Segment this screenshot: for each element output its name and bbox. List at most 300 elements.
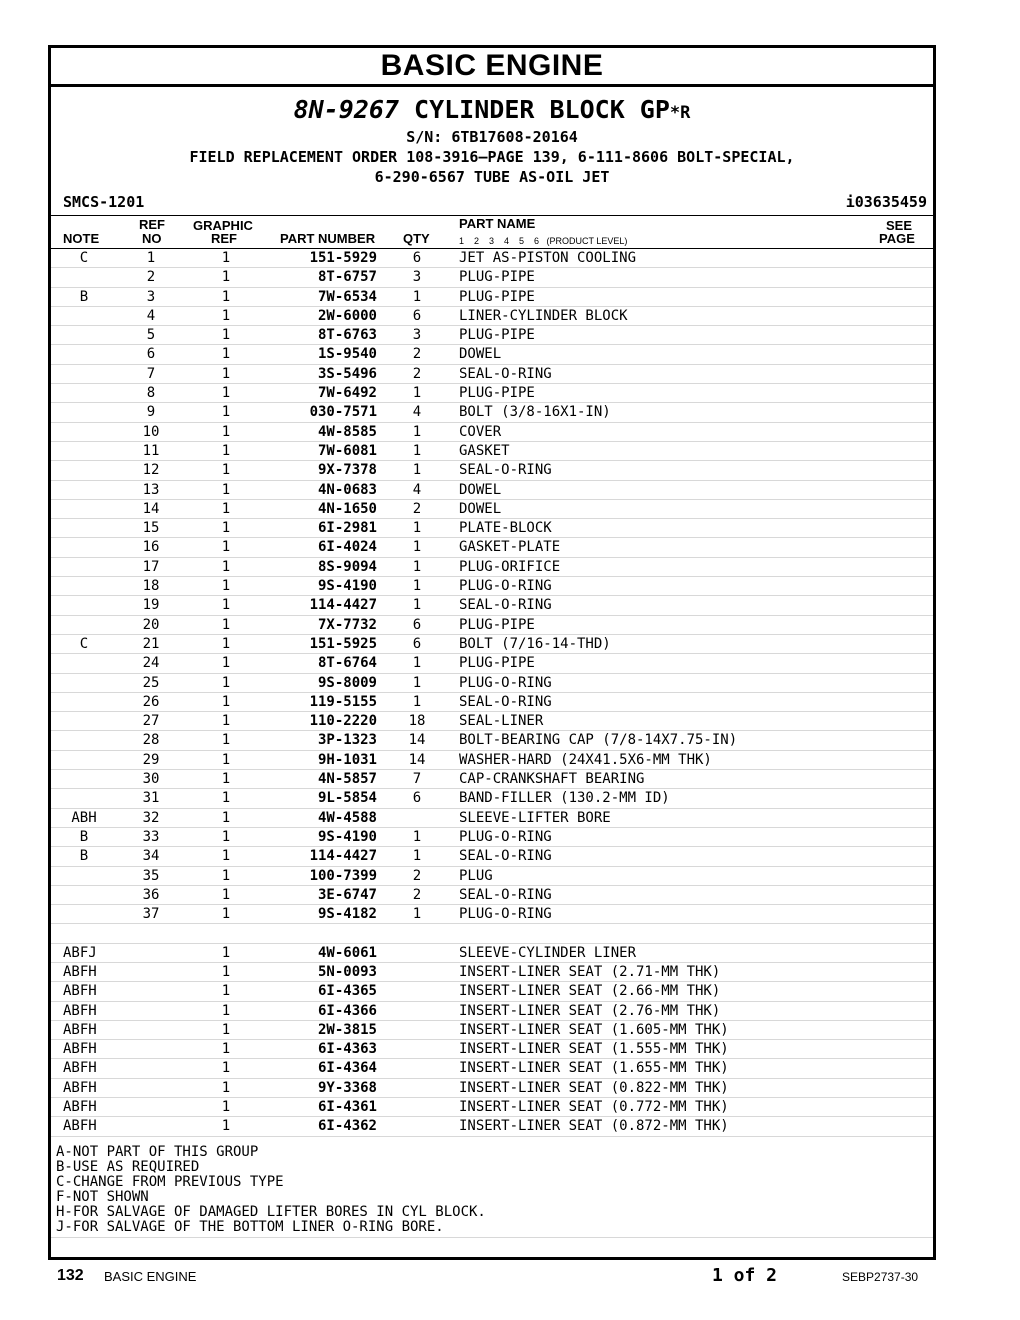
part-number-cell[interactable]: 9S-4190 xyxy=(317,578,377,595)
ref-no-cell: 17 xyxy=(142,558,160,575)
page-of: 1 of 2 xyxy=(712,1265,778,1286)
part-number-cell[interactable]: 3E-6747 xyxy=(317,886,377,903)
table-row xyxy=(51,789,933,808)
part-name-cell: INSERT-LINER SEAT (1.555-MM THK) xyxy=(459,1041,729,1058)
qty-cell: 1 xyxy=(412,288,422,305)
table-row xyxy=(51,635,933,654)
graphic-ref-cell: 1 xyxy=(221,307,231,324)
part-number-cell[interactable]: 6I-4361 xyxy=(317,1099,377,1116)
part-number-cell[interactable]: 6I-4366 xyxy=(317,1002,377,1019)
graphic-ref-cell: 1 xyxy=(221,442,231,459)
table-row xyxy=(51,519,933,538)
table-row xyxy=(51,442,933,461)
page-frame xyxy=(48,45,936,1260)
table-row xyxy=(51,384,933,403)
part-name-cell: PLUG-PIPE xyxy=(459,327,535,344)
qty-cell: 2 xyxy=(412,500,422,517)
graphic-ref-cell: 1 xyxy=(221,693,231,710)
table-row xyxy=(51,268,933,287)
part-number-cell[interactable]: 6I-4365 xyxy=(317,983,377,1000)
col-part-name: PART NAME xyxy=(459,216,536,231)
graphic-ref-cell: 1 xyxy=(221,867,231,884)
ref-no-cell: 24 xyxy=(142,655,160,672)
col-see: SEE xyxy=(886,218,913,233)
part-name-cell: INSERT-LINER SEAT (2.66-MM THK) xyxy=(459,983,721,1000)
table-row xyxy=(51,886,933,905)
graphic-ref-cell: 1 xyxy=(221,655,231,672)
optional-parts-list xyxy=(51,944,933,1137)
ref-no-cell: 2 xyxy=(146,269,156,286)
group-suffix: *R xyxy=(669,103,691,123)
doc-number: SEBP2737-30 xyxy=(842,1270,919,1284)
note-cell: ABFH xyxy=(63,1002,97,1019)
col-no: NO xyxy=(142,231,162,246)
graphic-ref-cell: 1 xyxy=(221,578,231,595)
qty-cell: 1 xyxy=(412,674,422,691)
smcs-code: SMCS-1201 xyxy=(63,193,145,211)
qty-cell: 1 xyxy=(412,655,422,672)
note-cell: B xyxy=(79,848,89,865)
field-replacement-line-1: FIELD REPLACEMENT ORDER 108-3916—PAGE 139, 6-111-8606 BOLT-SPECIAL, xyxy=(189,148,795,166)
note-cell: ABFH xyxy=(63,963,97,980)
ref-no-cell: 27 xyxy=(142,713,160,730)
ref-no-cell: 33 xyxy=(142,828,160,845)
part-number-cell[interactable]: 6I-2981 xyxy=(317,520,377,537)
ref-no-cell: 10 xyxy=(142,423,160,440)
part-number-cell[interactable]: 5N-0093 xyxy=(317,963,377,980)
part-number-cell[interactable]: 100-7399 xyxy=(309,867,377,884)
qty-cell: 3 xyxy=(412,327,422,344)
note-cell: B xyxy=(79,288,89,305)
qty-cell: 1 xyxy=(412,597,422,614)
table-row xyxy=(51,558,933,577)
graphic-ref-cell: 1 xyxy=(221,732,231,749)
graphic-ref-cell: 1 xyxy=(221,713,231,730)
note-cell: ABFH xyxy=(63,1021,97,1038)
graphic-ref-cell: 1 xyxy=(221,462,231,479)
note-cell: ABFH xyxy=(63,1060,97,1077)
table-row xyxy=(51,1021,933,1040)
part-number-cell[interactable]: 3P-1323 xyxy=(317,732,377,749)
part-number-cell[interactable]: 6I-4363 xyxy=(317,1041,377,1058)
note-line: J-FOR SALVAGE OF THE BOTTOM LINER O-RING BORE. xyxy=(56,1218,444,1235)
ref-no-cell: 30 xyxy=(142,771,160,788)
graphic-ref-cell: 1 xyxy=(221,327,231,344)
graphic-ref-cell: 1 xyxy=(221,558,231,575)
col-graphic: GRAPHIC xyxy=(193,218,253,233)
page-number: 132 xyxy=(57,1267,84,1284)
ref-no-cell: 34 xyxy=(142,848,160,865)
graphic-ref-cell: 1 xyxy=(221,1002,231,1019)
group-part-number[interactable]: 8N-9267 xyxy=(293,95,399,124)
graphic-ref-cell: 1 xyxy=(221,1041,231,1058)
qty-cell: 4 xyxy=(412,481,422,498)
qty-cell: 6 xyxy=(412,635,422,652)
table-row xyxy=(51,500,933,519)
graphic-ref-cell: 1 xyxy=(221,944,231,961)
part-number-cell[interactable]: 2W-6000 xyxy=(317,307,377,324)
part-name-cell: PLUG-O-RING xyxy=(459,828,552,845)
table-row xyxy=(51,693,933,712)
part-number-cell[interactable]: 7W-6534 xyxy=(317,288,377,305)
part-name-cell: BOLT (3/8-16X1-IN) xyxy=(459,404,611,421)
part-number-cell[interactable]: 7W-6492 xyxy=(317,385,377,402)
graphic-ref-cell: 1 xyxy=(221,404,231,421)
graphic-ref-cell: 1 xyxy=(221,790,231,807)
ref-no-cell: 25 xyxy=(142,674,160,691)
part-number-cell[interactable]: 030-7571 xyxy=(309,404,377,421)
ref-no-cell: 28 xyxy=(142,732,160,749)
note-cell: ABH xyxy=(71,809,97,826)
graphic-ref-cell: 1 xyxy=(221,250,231,266)
part-name-cell: BOLT (7/16-14-THD) xyxy=(459,635,611,652)
note-cell: ABFH xyxy=(63,1079,97,1096)
graphic-ref-cell: 1 xyxy=(221,423,231,440)
part-number-cell[interactable]: 9L-5854 xyxy=(317,790,377,807)
table-row xyxy=(51,1117,933,1136)
table-row xyxy=(51,905,933,924)
part-name-cell: DOWEL xyxy=(459,346,502,363)
ref-no-cell: 15 xyxy=(142,520,160,537)
ref-no-cell: 16 xyxy=(142,539,160,556)
smcs-row xyxy=(51,193,933,216)
note-cell: ABFH xyxy=(63,983,97,1000)
graphic-ref-cell: 1 xyxy=(221,597,231,614)
title-band xyxy=(51,48,933,87)
qty-cell: 1 xyxy=(412,423,422,440)
table-row xyxy=(51,577,933,596)
graphic-ref-cell: 1 xyxy=(221,1118,231,1135)
qty-cell: 1 xyxy=(412,578,422,595)
col-graphic-ref: REF xyxy=(211,231,237,246)
graphic-ref-cell: 1 xyxy=(221,848,231,865)
note-cell: ABFH xyxy=(63,1041,97,1058)
qty-cell: 2 xyxy=(412,886,422,903)
part-number-cell[interactable]: 110-2220 xyxy=(309,713,377,730)
qty-cell: 1 xyxy=(412,385,422,402)
qty-cell: 2 xyxy=(412,346,422,363)
note-cell: ABFH xyxy=(63,1118,97,1135)
graphic-ref-cell: 1 xyxy=(221,635,231,652)
graphic-ref-cell: 1 xyxy=(221,269,231,286)
note-cell: C xyxy=(79,635,89,652)
part-name-cell: DOWEL xyxy=(459,500,502,517)
table-row xyxy=(51,423,933,442)
part-number-cell[interactable]: 4N-5857 xyxy=(317,771,377,788)
table-row xyxy=(51,712,933,731)
part-name-cell: DOWEL xyxy=(459,481,502,498)
page-footer xyxy=(0,1265,1020,1289)
qty-cell: 6 xyxy=(412,250,422,266)
ref-no-cell: 26 xyxy=(142,693,160,710)
qty-cell: 1 xyxy=(412,558,422,575)
graphic-ref-cell: 1 xyxy=(221,886,231,903)
part-number-cell[interactable]: 9Y-3368 xyxy=(317,1079,377,1096)
part-name-cell: BOLT-BEARING CAP (7/8-14X7.75-IN) xyxy=(459,732,738,749)
ref-no-cell: 11 xyxy=(142,442,160,459)
part-number-cell[interactable]: 4W-4588 xyxy=(317,809,377,826)
ref-no-cell: 6 xyxy=(146,346,156,363)
part-number-cell[interactable]: 9S-4190 xyxy=(317,828,377,845)
qty-cell: 1 xyxy=(412,442,422,459)
table-row xyxy=(51,1002,933,1021)
illustration-id: i03635459 xyxy=(845,193,927,211)
part-number-cell[interactable]: 9S-4182 xyxy=(317,906,377,923)
part-name-cell: SEAL-LINER xyxy=(459,713,544,730)
part-number-cell[interactable]: 8T-6757 xyxy=(317,269,377,286)
table-row xyxy=(51,403,933,422)
ref-no-cell: 1 xyxy=(146,250,156,266)
col-note: NOTE xyxy=(63,231,100,246)
part-number-cell[interactable]: 8T-6764 xyxy=(317,655,377,672)
part-number-cell[interactable]: 4N-0683 xyxy=(317,481,377,498)
graphic-ref-cell: 1 xyxy=(221,616,231,633)
table-row xyxy=(51,982,933,1001)
qty-cell: 6 xyxy=(412,790,422,807)
qty-cell: 1 xyxy=(412,828,422,845)
qty-cell: 7 xyxy=(412,771,422,788)
qty-cell: 14 xyxy=(408,751,426,768)
col-page: PAGE xyxy=(879,231,915,246)
part-number-cell[interactable]: 114-4427 xyxy=(309,848,377,865)
col-product-level: 1 2 3 4 5 6 (PRODUCT LEVEL) xyxy=(459,236,628,246)
table-row xyxy=(51,751,933,770)
page-title: BASIC ENGINE xyxy=(380,49,604,82)
col-part-number: PART NUMBER xyxy=(280,231,376,246)
part-name-cell: PLUG-PIPE xyxy=(459,269,535,286)
graphic-ref-cell: 1 xyxy=(221,1060,231,1077)
part-number-cell[interactable]: 151-5925 xyxy=(309,635,377,652)
part-name-cell: CAP-CRANKSHAFT BEARING xyxy=(459,771,645,788)
field-replacement-line-2: 6-290-6567 TUBE AS-OIL JET xyxy=(374,168,610,186)
table-row xyxy=(51,654,933,673)
graphic-ref-cell: 1 xyxy=(221,906,231,923)
graphic-ref-cell: 1 xyxy=(221,385,231,402)
ref-no-cell: 36 xyxy=(142,886,160,903)
part-name-cell: PLUG-ORIFICE xyxy=(459,558,561,575)
part-number-cell[interactable]: 6I-4364 xyxy=(317,1060,377,1077)
part-number-cell[interactable]: 4W-8585 xyxy=(317,423,377,440)
part-name-cell: GASKET xyxy=(459,442,510,459)
part-name-cell: SEAL-O-RING xyxy=(459,365,552,382)
part-name-cell: INSERT-LINER SEAT (2.71-MM THK) xyxy=(459,963,721,980)
ref-no-cell: 29 xyxy=(142,751,160,768)
part-name-cell: SEAL-O-RING xyxy=(459,886,552,903)
ref-no-cell: 21 xyxy=(142,635,160,652)
table-row xyxy=(51,481,933,500)
part-number-cell[interactable]: 6I-4362 xyxy=(317,1118,377,1135)
ref-no-cell: 3 xyxy=(146,288,156,305)
graphic-ref-cell: 1 xyxy=(221,520,231,537)
qty-cell: 1 xyxy=(412,848,422,865)
footer-section: BASIC ENGINE xyxy=(104,1269,197,1284)
col-qty: QTY xyxy=(403,231,430,246)
part-name-cell: SLEEVE-LIFTER BORE xyxy=(459,809,611,826)
table-row xyxy=(51,1059,933,1078)
qty-cell: 1 xyxy=(412,462,422,479)
note-line: C-CHANGE FROM PREVIOUS TYPE xyxy=(56,1173,284,1190)
qty-cell: 14 xyxy=(408,732,426,749)
part-name-cell: PLUG-PIPE xyxy=(459,288,535,305)
part-name-cell: INSERT-LINER SEAT (0.822-MM THK) xyxy=(459,1079,729,1096)
qty-cell: 1 xyxy=(412,693,422,710)
part-name-cell: PLUG-O-RING xyxy=(459,674,552,691)
table-row xyxy=(51,1079,933,1098)
graphic-ref-cell: 1 xyxy=(221,674,231,691)
graphic-ref-cell: 1 xyxy=(221,288,231,305)
part-name-cell: SEAL-O-RING xyxy=(459,848,552,865)
table-row xyxy=(51,307,933,326)
table-row xyxy=(51,538,933,557)
ref-no-cell: 8 xyxy=(146,385,156,402)
part-name-cell: INSERT-LINER SEAT (0.872-MM THK) xyxy=(459,1118,729,1135)
parts-list xyxy=(51,249,933,924)
graphic-ref-cell: 1 xyxy=(221,1079,231,1096)
table-row xyxy=(51,1098,933,1117)
graphic-ref-cell: 1 xyxy=(221,539,231,556)
table-row xyxy=(51,809,933,828)
ref-no-cell: 37 xyxy=(142,906,160,923)
group-name: CYLINDER BLOCK GP xyxy=(414,95,670,124)
part-name-cell: SEAL-O-RING xyxy=(459,597,552,614)
ref-no-cell: 20 xyxy=(142,616,160,633)
note-line: B-USE AS REQUIRED xyxy=(56,1158,200,1175)
part-number-cell[interactable]: 9H-1031 xyxy=(317,751,377,768)
ref-no-cell: 12 xyxy=(142,462,160,479)
part-name-cell: INSERT-LINER SEAT (0.772-MM THK) xyxy=(459,1099,729,1116)
table-row xyxy=(51,770,933,789)
part-number-cell[interactable]: 9X-7378 xyxy=(317,462,377,479)
note-line: F-NOT SHOWN xyxy=(56,1188,149,1205)
ref-no-cell: 13 xyxy=(142,481,160,498)
ref-no-cell: 7 xyxy=(146,365,156,382)
ref-no-cell: 32 xyxy=(142,809,160,826)
part-name-cell: WASHER-HARD (24X41.5X6-MM THK) xyxy=(459,751,712,768)
qty-cell: 6 xyxy=(412,616,422,633)
ref-no-cell: 9 xyxy=(146,404,156,421)
qty-cell: 6 xyxy=(412,307,422,324)
spacer-row xyxy=(51,924,933,943)
part-name-cell: PLUG-PIPE xyxy=(459,655,535,672)
part-name-cell: PLUG-PIPE xyxy=(459,616,535,633)
graphic-ref-cell: 1 xyxy=(221,1099,231,1116)
table-row xyxy=(51,1040,933,1059)
table-row xyxy=(51,345,933,364)
part-number-cell[interactable]: 119-5155 xyxy=(309,693,377,710)
graphic-ref-cell: 1 xyxy=(221,751,231,768)
qty-cell: 18 xyxy=(408,713,426,730)
part-number-cell[interactable]: 1S-9540 xyxy=(317,346,377,363)
table-row xyxy=(51,944,933,963)
part-number-cell[interactable]: 9S-8009 xyxy=(317,674,377,691)
notes-block xyxy=(51,1137,933,1238)
table-row xyxy=(51,249,933,268)
ref-no-cell: 4 xyxy=(146,307,156,324)
col-ref: REF xyxy=(139,217,165,232)
note-cell: ABFH xyxy=(63,1099,97,1116)
graphic-ref-cell: 1 xyxy=(221,963,231,980)
qty-cell: 2 xyxy=(412,867,422,884)
qty-cell: 1 xyxy=(412,520,422,537)
qty-cell: 1 xyxy=(412,539,422,556)
part-number-cell[interactable]: 7W-6081 xyxy=(317,442,377,459)
part-name-cell: PLUG-O-RING xyxy=(459,906,552,923)
table-row xyxy=(51,365,933,384)
part-name-cell: GASKET-PLATE xyxy=(459,539,561,556)
table-row xyxy=(51,963,933,982)
part-name-cell: BAND-FILLER (130.2-MM ID) xyxy=(459,790,670,807)
table-row xyxy=(51,616,933,635)
note-cell: C xyxy=(79,250,89,266)
qty-cell: 3 xyxy=(412,269,422,286)
graphic-ref-cell: 1 xyxy=(221,500,231,517)
graphic-ref-cell: 1 xyxy=(221,809,231,826)
part-name-cell: SLEEVE-CYLINDER LINER xyxy=(459,944,637,961)
part-number-cell[interactable]: 151-5929 xyxy=(309,250,377,266)
note-line: H-FOR SALVAGE OF DAMAGED LIFTER BORES IN CYL BLOCK. xyxy=(56,1203,486,1220)
part-name-cell: INSERT-LINER SEAT (1.605-MM THK) xyxy=(459,1021,729,1038)
group-heading xyxy=(51,96,933,127)
graphic-ref-cell: 1 xyxy=(221,1021,231,1038)
ref-no-cell: 19 xyxy=(142,597,160,614)
part-number-cell[interactable]: 3S-5496 xyxy=(317,365,377,382)
serial-number: S/N: 6TB17608-20164 xyxy=(406,128,578,146)
part-number-cell[interactable]: 114-4427 xyxy=(309,597,377,614)
table-row xyxy=(51,288,933,307)
ref-no-cell: 5 xyxy=(146,327,156,344)
table-row xyxy=(51,731,933,750)
table-row xyxy=(51,847,933,866)
part-number-cell[interactable]: 6I-4024 xyxy=(317,539,377,556)
note-cell: ABFJ xyxy=(63,944,97,961)
table-row xyxy=(51,828,933,847)
part-name-cell: JET AS-PISTON COOLING xyxy=(459,250,637,266)
table-row xyxy=(51,326,933,345)
ref-no-cell: 18 xyxy=(142,578,160,595)
qty-cell: 4 xyxy=(412,404,422,421)
graphic-ref-cell: 1 xyxy=(221,481,231,498)
graphic-ref-cell: 1 xyxy=(221,983,231,1000)
part-number-cell[interactable]: 8T-6763 xyxy=(317,327,377,344)
graphic-ref-cell: 1 xyxy=(221,365,231,382)
note-cell: B xyxy=(79,828,89,845)
table-row xyxy=(51,674,933,693)
part-number-cell[interactable]: 4W-6061 xyxy=(317,944,377,961)
part-number-cell[interactable]: 2W-3815 xyxy=(317,1021,377,1038)
part-number-cell[interactable]: 7X-7732 xyxy=(317,616,377,633)
part-name-cell: SEAL-O-RING xyxy=(459,693,552,710)
graphic-ref-cell: 1 xyxy=(221,346,231,363)
note-line: A-NOT PART OF THIS GROUP xyxy=(56,1143,259,1160)
part-name-cell: LINER-CYLINDER BLOCK xyxy=(459,307,628,324)
ref-no-cell: 35 xyxy=(142,867,160,884)
graphic-ref-cell: 1 xyxy=(221,828,231,845)
part-name-cell: PLUG xyxy=(459,867,493,884)
table-row xyxy=(51,867,933,886)
part-name-cell: INSERT-LINER SEAT (1.655-MM THK) xyxy=(459,1060,729,1077)
part-number-cell[interactable]: 8S-9094 xyxy=(317,558,377,575)
graphic-ref-cell: 1 xyxy=(221,771,231,788)
part-name-cell: INSERT-LINER SEAT (2.76-MM THK) xyxy=(459,1002,721,1019)
part-name-cell: SEAL-O-RING xyxy=(459,462,552,479)
part-name-cell: PLUG-PIPE xyxy=(459,385,535,402)
table-row xyxy=(51,461,933,480)
ref-no-cell: 14 xyxy=(142,500,160,517)
qty-cell: 2 xyxy=(412,365,422,382)
table-row xyxy=(51,596,933,615)
ref-no-cell: 31 xyxy=(142,790,160,807)
part-number-cell[interactable]: 4N-1650 xyxy=(317,500,377,517)
